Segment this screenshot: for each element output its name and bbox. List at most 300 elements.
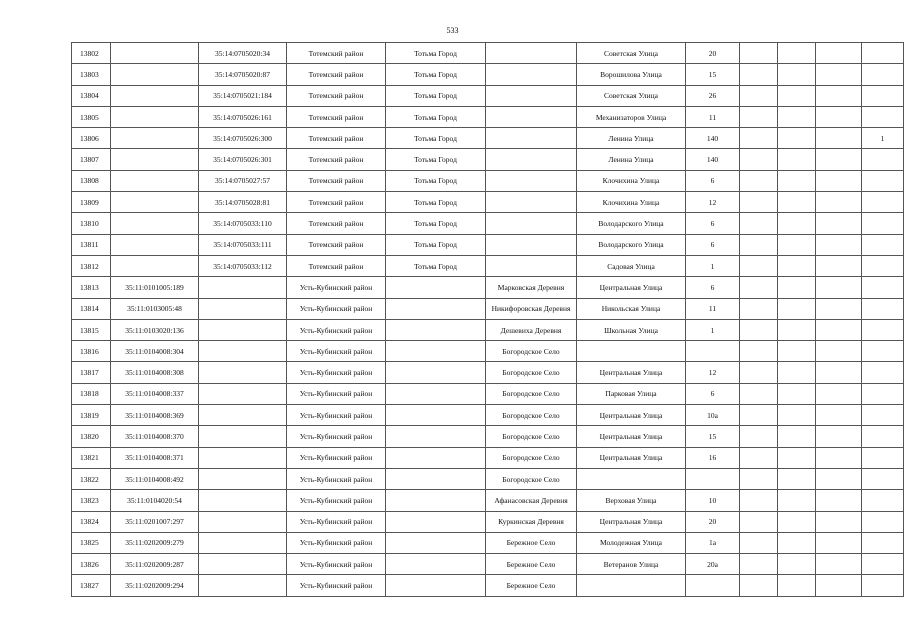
cell-house-number: 20: [686, 43, 740, 64]
cell-extra-col-4: [862, 362, 904, 383]
cell-row-number: 13810: [72, 213, 111, 234]
cell-cadastral-number-land: [111, 149, 199, 170]
cell-cadastral-number-building: [199, 277, 287, 298]
cell-district: Усть-Кубинский район: [287, 405, 386, 426]
cell-extra-col-3: [816, 64, 862, 85]
cell-house-number: 20а: [686, 554, 740, 575]
table-row: [72, 532, 904, 553]
cell-extra-col-1: [740, 106, 778, 127]
cell-row-number: 13818: [72, 383, 111, 404]
table-row: [72, 511, 904, 532]
cell-extra-col-4: [862, 170, 904, 191]
cell-extra-col-3: [816, 447, 862, 468]
table-row: [72, 575, 904, 596]
cell-settlement: Дешевиха Деревня: [486, 319, 577, 340]
cell-extra-col-4: [862, 532, 904, 553]
cell-house-number: 6: [686, 170, 740, 191]
cell-extra-col-3: [816, 85, 862, 106]
cell-cadastral-number-building: 35:14:0705026:300: [199, 128, 287, 149]
cell-house-number: [686, 341, 740, 362]
cell-cadastral-number-land: 35:11:0201007:297: [111, 511, 199, 532]
cell-extra-col-1: [740, 383, 778, 404]
cell-city: [386, 447, 486, 468]
cell-extra-col-1: [740, 43, 778, 64]
cell-cadastral-number-building: [199, 405, 287, 426]
cell-extra-col-2: [778, 298, 816, 319]
cell-row-number: 13802: [72, 43, 111, 64]
cell-extra-col-1: [740, 468, 778, 489]
cell-city: [386, 341, 486, 362]
cell-house-number: [686, 468, 740, 489]
table-row: [72, 362, 904, 383]
cell-house-number: 11: [686, 106, 740, 127]
cell-cadastral-number-building: 35:14:0705026:161: [199, 106, 287, 127]
cell-settlement: Богородское Село: [486, 468, 577, 489]
cell-row-number: 13825: [72, 532, 111, 553]
cell-cadastral-number-building: 35:14:0705033:110: [199, 213, 287, 234]
cell-row-number: 13808: [72, 170, 111, 191]
cell-cadastral-number-building: [199, 532, 287, 553]
cell-extra-col-3: [816, 490, 862, 511]
cell-house-number: 12: [686, 362, 740, 383]
cell-house-number: 12: [686, 192, 740, 213]
cell-house-number: 1: [686, 319, 740, 340]
cell-cadastral-number-building: [199, 383, 287, 404]
cell-city: [386, 468, 486, 489]
cell-city: [386, 298, 486, 319]
cell-extra-col-2: [778, 405, 816, 426]
cell-extra-col-2: [778, 106, 816, 127]
cell-city: Тотьма Город: [386, 43, 486, 64]
cell-city: [386, 490, 486, 511]
table-row: [72, 447, 904, 468]
cell-settlement: Богородское Село: [486, 405, 577, 426]
cell-extra-col-4: [862, 213, 904, 234]
cell-street: Ветеранов Улица: [577, 554, 686, 575]
register-table: [71, 42, 904, 597]
cell-extra-col-2: [778, 490, 816, 511]
cell-extra-col-4: [862, 405, 904, 426]
cell-extra-col-4: [862, 383, 904, 404]
cell-street: Центральная Улица: [577, 277, 686, 298]
cell-district: Усть-Кубинский район: [287, 383, 386, 404]
table-row: [72, 405, 904, 426]
cell-extra-col-1: [740, 447, 778, 468]
cell-city: Тотьма Город: [386, 64, 486, 85]
cell-extra-col-1: [740, 128, 778, 149]
cell-city: [386, 319, 486, 340]
cell-street: Молодежная Улица: [577, 532, 686, 553]
cell-extra-col-2: [778, 383, 816, 404]
cell-street: Садовая Улица: [577, 255, 686, 276]
cell-street: [577, 575, 686, 596]
cell-street: Советская Улица: [577, 85, 686, 106]
cell-extra-col-2: [778, 362, 816, 383]
cell-district: Усть-Кубинский район: [287, 426, 386, 447]
table-row: [72, 213, 904, 234]
cell-cadastral-number-land: 35:11:0104008:308: [111, 362, 199, 383]
cell-settlement: [486, 149, 577, 170]
cell-extra-col-3: [816, 511, 862, 532]
cell-district: Тотемский район: [287, 213, 386, 234]
cell-settlement: Богородское Село: [486, 341, 577, 362]
cell-cadastral-number-land: [111, 128, 199, 149]
cell-cadastral-number-building: [199, 319, 287, 340]
cell-house-number: 16: [686, 447, 740, 468]
cell-cadastral-number-land: 35:11:0104008:369: [111, 405, 199, 426]
cell-extra-col-2: [778, 43, 816, 64]
cell-settlement: Бережное Село: [486, 554, 577, 575]
table-row: [72, 43, 904, 64]
cell-extra-col-3: [816, 149, 862, 170]
cell-extra-col-4: [862, 511, 904, 532]
cell-settlement: Богородское Село: [486, 426, 577, 447]
cell-district: Усть-Кубинский район: [287, 511, 386, 532]
cell-street: Механизаторов Улица: [577, 106, 686, 127]
table-body: [72, 43, 904, 597]
cell-district: Тотемский район: [287, 234, 386, 255]
cell-house-number: 140: [686, 149, 740, 170]
cell-cadastral-number-land: [111, 43, 199, 64]
cell-street: Никольская Улица: [577, 298, 686, 319]
cell-city: Тотьма Город: [386, 170, 486, 191]
cell-row-number: 13827: [72, 575, 111, 596]
cell-settlement: Куркинская Деревня: [486, 511, 577, 532]
cell-district: Тотемский район: [287, 128, 386, 149]
cell-extra-col-3: [816, 43, 862, 64]
table-row: [72, 426, 904, 447]
table-row: [72, 255, 904, 276]
cell-house-number: 6: [686, 213, 740, 234]
cell-cadastral-number-land: [111, 234, 199, 255]
cell-settlement: Богородское Село: [486, 362, 577, 383]
table-row: [72, 277, 904, 298]
cell-extra-col-4: [862, 149, 904, 170]
cell-cadastral-number-building: 35:14:0705020:34: [199, 43, 287, 64]
cell-extra-col-4: [862, 341, 904, 362]
cell-extra-col-4: [862, 468, 904, 489]
cell-extra-col-2: [778, 234, 816, 255]
page-number: 533: [446, 26, 459, 35]
cell-extra-col-3: [816, 575, 862, 596]
cell-extra-col-2: [778, 64, 816, 85]
cell-cadastral-number-land: 35:11:0103005:48: [111, 298, 199, 319]
table-row: [72, 85, 904, 106]
cell-extra-col-3: [816, 426, 862, 447]
cell-cadastral-number-building: 35:14:0705028:81: [199, 192, 287, 213]
cell-city: [386, 426, 486, 447]
cell-extra-col-1: [740, 213, 778, 234]
cell-extra-col-3: [816, 554, 862, 575]
cell-row-number: 13817: [72, 362, 111, 383]
cell-street: Центральная Улица: [577, 362, 686, 383]
cell-cadastral-number-land: [111, 255, 199, 276]
cell-settlement: [486, 192, 577, 213]
cell-city: [386, 575, 486, 596]
cell-extra-col-1: [740, 341, 778, 362]
table-row: [72, 298, 904, 319]
cell-district: Усть-Кубинский район: [287, 575, 386, 596]
cell-district: Усть-Кубинский район: [287, 490, 386, 511]
cell-extra-col-4: [862, 426, 904, 447]
cell-district: Усть-Кубинский район: [287, 298, 386, 319]
cell-cadastral-number-building: [199, 447, 287, 468]
cell-extra-col-4: [862, 554, 904, 575]
cell-extra-col-1: [740, 255, 778, 276]
cell-extra-col-3: [816, 383, 862, 404]
cell-extra-col-1: [740, 319, 778, 340]
cell-extra-col-4: [862, 234, 904, 255]
cell-extra-col-2: [778, 149, 816, 170]
cell-cadastral-number-land: [111, 192, 199, 213]
cell-district: Тотемский район: [287, 43, 386, 64]
table-row: [72, 64, 904, 85]
cell-extra-col-2: [778, 170, 816, 191]
cell-street: Ленина Улица: [577, 149, 686, 170]
cell-extra-col-1: [740, 490, 778, 511]
cell-extra-col-2: [778, 511, 816, 532]
cell-row-number: 13803: [72, 64, 111, 85]
cell-district: Усть-Кубинский район: [287, 447, 386, 468]
cell-extra-col-2: [778, 447, 816, 468]
cell-cadastral-number-land: [111, 64, 199, 85]
cell-street: Школьная Улица: [577, 319, 686, 340]
cell-extra-col-3: [816, 213, 862, 234]
cell-street: Центральная Улица: [577, 405, 686, 426]
cell-cadastral-number-land: 35:11:0104008:492: [111, 468, 199, 489]
cell-extra-col-2: [778, 128, 816, 149]
cell-street: Ворошилова Улица: [577, 64, 686, 85]
cell-extra-col-3: [816, 405, 862, 426]
cell-extra-col-3: [816, 170, 862, 191]
cell-extra-col-3: [816, 192, 862, 213]
cell-district: Усть-Кубинский район: [287, 319, 386, 340]
cell-cadastral-number-building: [199, 554, 287, 575]
cell-cadastral-number-land: [111, 106, 199, 127]
cell-extra-col-2: [778, 85, 816, 106]
cell-cadastral-number-building: 35:14:0705027:57: [199, 170, 287, 191]
cell-district: Тотемский район: [287, 106, 386, 127]
cell-city: [386, 554, 486, 575]
cell-extra-col-1: [740, 277, 778, 298]
cell-street: Центральная Улица: [577, 447, 686, 468]
cell-row-number: 13813: [72, 277, 111, 298]
cell-cadastral-number-land: 35:11:0101005:189: [111, 277, 199, 298]
cell-extra-col-1: [740, 426, 778, 447]
cell-street: Центральная Улица: [577, 511, 686, 532]
cell-city: Тотьма Город: [386, 149, 486, 170]
cell-house-number: 6: [686, 234, 740, 255]
cell-extra-col-1: [740, 575, 778, 596]
cell-extra-col-3: [816, 277, 862, 298]
cell-cadastral-number-land: 35:11:0104008:337: [111, 383, 199, 404]
cell-district: Усть-Кубинский район: [287, 277, 386, 298]
cell-extra-col-4: [862, 319, 904, 340]
cell-cadastral-number-land: [111, 213, 199, 234]
cell-city: Тотьма Город: [386, 192, 486, 213]
cell-row-number: 13805: [72, 106, 111, 127]
cell-extra-col-3: [816, 298, 862, 319]
cell-cadastral-number-building: 35:14:0705033:111: [199, 234, 287, 255]
cell-extra-col-2: [778, 277, 816, 298]
cell-row-number: 13823: [72, 490, 111, 511]
cell-extra-col-1: [740, 405, 778, 426]
table-row: [72, 554, 904, 575]
cell-extra-col-2: [778, 192, 816, 213]
table-row: [72, 170, 904, 191]
cell-extra-col-3: [816, 532, 862, 553]
cell-extra-col-4: 1: [862, 128, 904, 149]
cell-house-number: 20: [686, 511, 740, 532]
cell-cadastral-number-building: [199, 490, 287, 511]
cell-extra-col-1: [740, 511, 778, 532]
cell-house-number: 11: [686, 298, 740, 319]
table-row: [72, 341, 904, 362]
cell-city: Тотьма Город: [386, 128, 486, 149]
cell-settlement: Афанасовская Деревня: [486, 490, 577, 511]
cell-house-number: 140: [686, 128, 740, 149]
cell-settlement: Марковская Деревня: [486, 277, 577, 298]
cell-extra-col-2: [778, 319, 816, 340]
cell-settlement: [486, 64, 577, 85]
cell-cadastral-number-land: 35:11:0103020:136: [111, 319, 199, 340]
cell-extra-col-3: [816, 106, 862, 127]
table-row: [72, 319, 904, 340]
cell-extra-col-4: [862, 85, 904, 106]
cell-row-number: 13826: [72, 554, 111, 575]
cell-city: Тотьма Город: [386, 85, 486, 106]
cell-row-number: 13812: [72, 255, 111, 276]
cell-extra-col-1: [740, 234, 778, 255]
cell-settlement: Бережное Село: [486, 532, 577, 553]
cell-extra-col-4: [862, 255, 904, 276]
cell-street: Верховая Улица: [577, 490, 686, 511]
table-row: [72, 128, 904, 149]
cell-district: Усть-Кубинский район: [287, 341, 386, 362]
cell-house-number: 15: [686, 64, 740, 85]
cell-cadastral-number-land: 35:11:0104008:371: [111, 447, 199, 468]
cell-extra-col-3: [816, 319, 862, 340]
cell-settlement: [486, 85, 577, 106]
cell-city: Тотьма Город: [386, 234, 486, 255]
cell-house-number: 26: [686, 85, 740, 106]
cell-row-number: 13822: [72, 468, 111, 489]
cell-extra-col-2: [778, 426, 816, 447]
cell-extra-col-1: [740, 64, 778, 85]
cell-settlement: Никифоровская Деревня: [486, 298, 577, 319]
cell-cadastral-number-building: 35:14:0705021:184: [199, 85, 287, 106]
table-row: [72, 192, 904, 213]
cell-extra-col-2: [778, 468, 816, 489]
cell-cadastral-number-land: [111, 85, 199, 106]
table-row: [72, 149, 904, 170]
cell-house-number: 10а: [686, 405, 740, 426]
cell-settlement: [486, 128, 577, 149]
cell-settlement: [486, 170, 577, 191]
cell-cadastral-number-building: 35:14:0705026:301: [199, 149, 287, 170]
cell-extra-col-3: [816, 128, 862, 149]
cell-row-number: 13807: [72, 149, 111, 170]
cell-city: Тотьма Город: [386, 106, 486, 127]
cell-house-number: 10: [686, 490, 740, 511]
cell-extra-col-4: [862, 447, 904, 468]
cell-street: Советская Улица: [577, 43, 686, 64]
cell-extra-col-4: [862, 277, 904, 298]
cell-district: Усть-Кубинский район: [287, 554, 386, 575]
table-row: [72, 106, 904, 127]
cell-street: Володарского Улица: [577, 234, 686, 255]
cell-house-number: [686, 575, 740, 596]
cell-row-number: 13815: [72, 319, 111, 340]
cell-street: Ленина Улица: [577, 128, 686, 149]
cell-cadastral-number-building: [199, 362, 287, 383]
cell-extra-col-2: [778, 341, 816, 362]
cell-settlement: Бережное Село: [486, 575, 577, 596]
cell-street: [577, 341, 686, 362]
table-row: [72, 234, 904, 255]
cell-row-number: 13804: [72, 85, 111, 106]
cell-district: Тотемский район: [287, 192, 386, 213]
cell-extra-col-2: [778, 255, 816, 276]
cell-row-number: 13811: [72, 234, 111, 255]
cell-city: [386, 405, 486, 426]
cell-cadastral-number-land: 35:11:0202009:294: [111, 575, 199, 596]
cell-cadastral-number-land: 35:11:0104008:304: [111, 341, 199, 362]
cell-house-number: 1: [686, 255, 740, 276]
cell-extra-col-4: [862, 106, 904, 127]
table-row: [72, 490, 904, 511]
cell-extra-col-4: [862, 298, 904, 319]
cell-extra-col-2: [778, 554, 816, 575]
cell-cadastral-number-building: [199, 341, 287, 362]
cell-cadastral-number-building: [199, 468, 287, 489]
cell-extra-col-1: [740, 298, 778, 319]
cell-street: Парковая Улица: [577, 383, 686, 404]
cell-extra-col-3: [816, 362, 862, 383]
cell-street: Клочихина Улица: [577, 192, 686, 213]
cell-extra-col-1: [740, 554, 778, 575]
cell-settlement: [486, 213, 577, 234]
cell-extra-col-2: [778, 213, 816, 234]
cell-extra-col-1: [740, 532, 778, 553]
cell-city: Тотьма Город: [386, 213, 486, 234]
cell-house-number: 6: [686, 277, 740, 298]
cell-street: [577, 468, 686, 489]
cell-house-number: 1а: [686, 532, 740, 553]
cell-city: [386, 277, 486, 298]
cell-cadastral-number-land: 35:11:0104008:370: [111, 426, 199, 447]
cell-street: Володарского Улица: [577, 213, 686, 234]
cell-extra-col-3: [816, 234, 862, 255]
cell-cadastral-number-building: 35:14:0705033:112: [199, 255, 287, 276]
cell-city: [386, 362, 486, 383]
cell-cadastral-number-building: [199, 426, 287, 447]
cell-district: Тотемский район: [287, 64, 386, 85]
cell-extra-col-1: [740, 85, 778, 106]
cell-district: Тотемский район: [287, 255, 386, 276]
cell-row-number: 13824: [72, 511, 111, 532]
cell-extra-col-2: [778, 575, 816, 596]
table-row: [72, 468, 904, 489]
cell-settlement: [486, 234, 577, 255]
cell-extra-col-4: [862, 64, 904, 85]
cell-cadastral-number-building: 35:14:0705020:87: [199, 64, 287, 85]
cell-city: [386, 532, 486, 553]
cell-city: Тотьма Город: [386, 255, 486, 276]
cell-street: Центральная Улица: [577, 426, 686, 447]
cell-district: Тотемский район: [287, 85, 386, 106]
cell-row-number: 13816: [72, 341, 111, 362]
